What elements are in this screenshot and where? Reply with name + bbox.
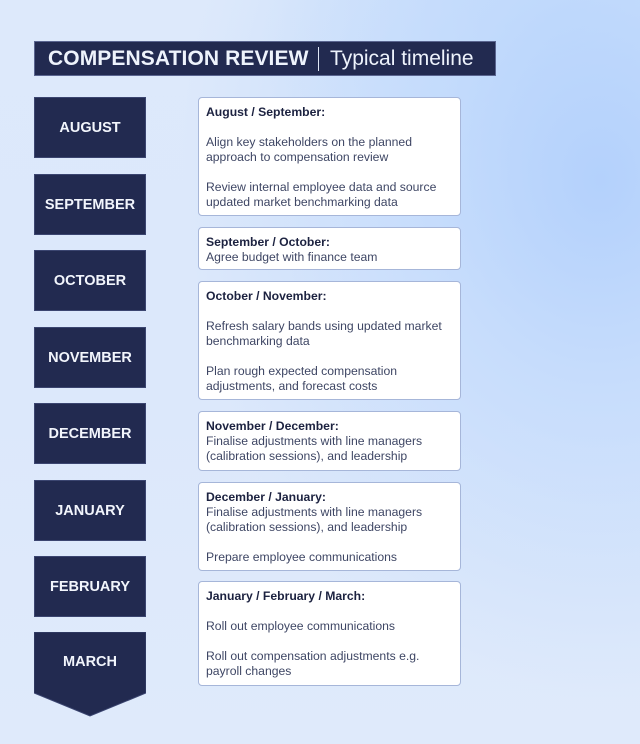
card-item: Align key stakeholders on the planned approach to compensation review: [206, 135, 412, 164]
month-block-august: [34, 97, 146, 158]
card-heading: November / December:: [206, 419, 339, 433]
month-block-march-arrow: [34, 632, 146, 717]
month-block-november: [34, 327, 146, 388]
task-card-dec-jan: [198, 482, 461, 571]
task-card-sep-oct: [198, 227, 461, 270]
month-block-september: [34, 174, 146, 235]
month-label: FEBRUARY: [49, 578, 131, 595]
page-subtitle: Typical timeline: [330, 46, 474, 70]
arrow-down-icon: [34, 632, 146, 717]
page-title: COMPENSATION REVIEW: [48, 46, 309, 70]
month-label: NOVEMBER: [48, 349, 132, 366]
card-heading: October / November:: [206, 289, 327, 303]
task-card-aug-sep: [198, 97, 461, 216]
card-heading: January / February / March:: [206, 589, 366, 603]
card-heading: September / October:: [206, 235, 330, 249]
month-label: OCTOBER: [53, 272, 127, 289]
title-bar: [34, 41, 496, 76]
card-heading: August / September:: [206, 105, 326, 119]
month-label: JANUARY: [55, 502, 125, 519]
month-label: MARCH: [63, 654, 117, 670]
card-item: Refresh salary bands using updated market benchmarking data: [206, 319, 442, 348]
card-item: Finalise adjustments with line managers (calibration sessions), and leadership: [206, 434, 423, 463]
task-card-jan-feb-mar: [198, 581, 461, 686]
month-block-february: [34, 556, 146, 617]
card-item: Finalise adjustments with line managers (calibration sessions), and leadership: [206, 505, 423, 534]
month-block-december: [34, 403, 146, 464]
task-card-oct-nov: [198, 281, 461, 400]
card-item: Review internal employee data and source updated market benchmarking data: [206, 180, 437, 209]
month-label: AUGUST: [59, 119, 121, 136]
month-label: DECEMBER: [48, 425, 132, 442]
card-heading: December / January:: [206, 490, 326, 504]
card-item: Prepare employee communications: [206, 550, 398, 564]
month-block-january: [34, 480, 146, 541]
month-label: SEPTEMBER: [44, 196, 136, 213]
month-block-october: [34, 250, 146, 311]
card-item: Roll out compensation adjustments e.g. payroll changes: [206, 649, 420, 678]
card-item: Roll out employee communications: [206, 619, 395, 633]
card-item: Plan rough expected compensation adjustments, and forecast costs: [206, 364, 398, 393]
title-divider: [318, 47, 320, 71]
card-item: Agree budget with finance team: [206, 250, 378, 264]
task-card-nov-dec: [198, 411, 461, 471]
